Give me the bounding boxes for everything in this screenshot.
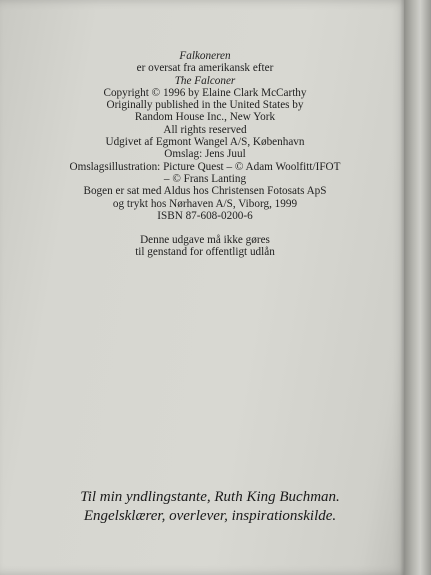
printed-line: og trykt hos Nørhaven A/S, Viborg, 1999 [112,197,298,210]
original-publisher-line: Random House Inc., New York [134,111,276,124]
lending-notice-line-1: Denne udgave må ikke gøres [140,234,270,247]
dedication [20,488,400,526]
originally-published-line: Originally published in the United States by [106,99,304,112]
cover-design-line: Omslag: Jens Juul [164,148,246,161]
cover-illustration-line-2: – © Frans Lanting [163,172,247,185]
rights-line: All rights reserved [163,123,247,136]
publisher-line: Udgivet af Egmont Wangel A/S, København [105,136,305,149]
typeset-line: Bogen er sat med Aldus hos Christensen Fotosats ApS [83,185,327,198]
copyright-line: Copyright © 1996 by Elaine Clark McCarthy [103,86,307,99]
copyright-imprint [40,50,370,259]
dedication-line-2: Engelsklærer, overlever, inspirationskilde. [83,508,337,524]
isbn-line: ISBN 87-608-0200-6 [157,209,253,222]
spacer [40,222,370,234]
translated-from-line: er oversat fra amerikansk efter [136,62,274,75]
cover-illustration-line-1: Omslagsillustration: Picture Quest – © Adam Woolfitt/IFOT [69,160,341,173]
original-title: Falkoneren [179,50,231,62]
source-title: The Falconer [174,74,236,87]
book-page-edge [404,0,431,575]
dedication-line-1: Til min yndlingstante, Ruth King Buchman. [80,489,340,505]
lending-notice-line-2: til genstand for offentligt udlån [135,246,275,259]
